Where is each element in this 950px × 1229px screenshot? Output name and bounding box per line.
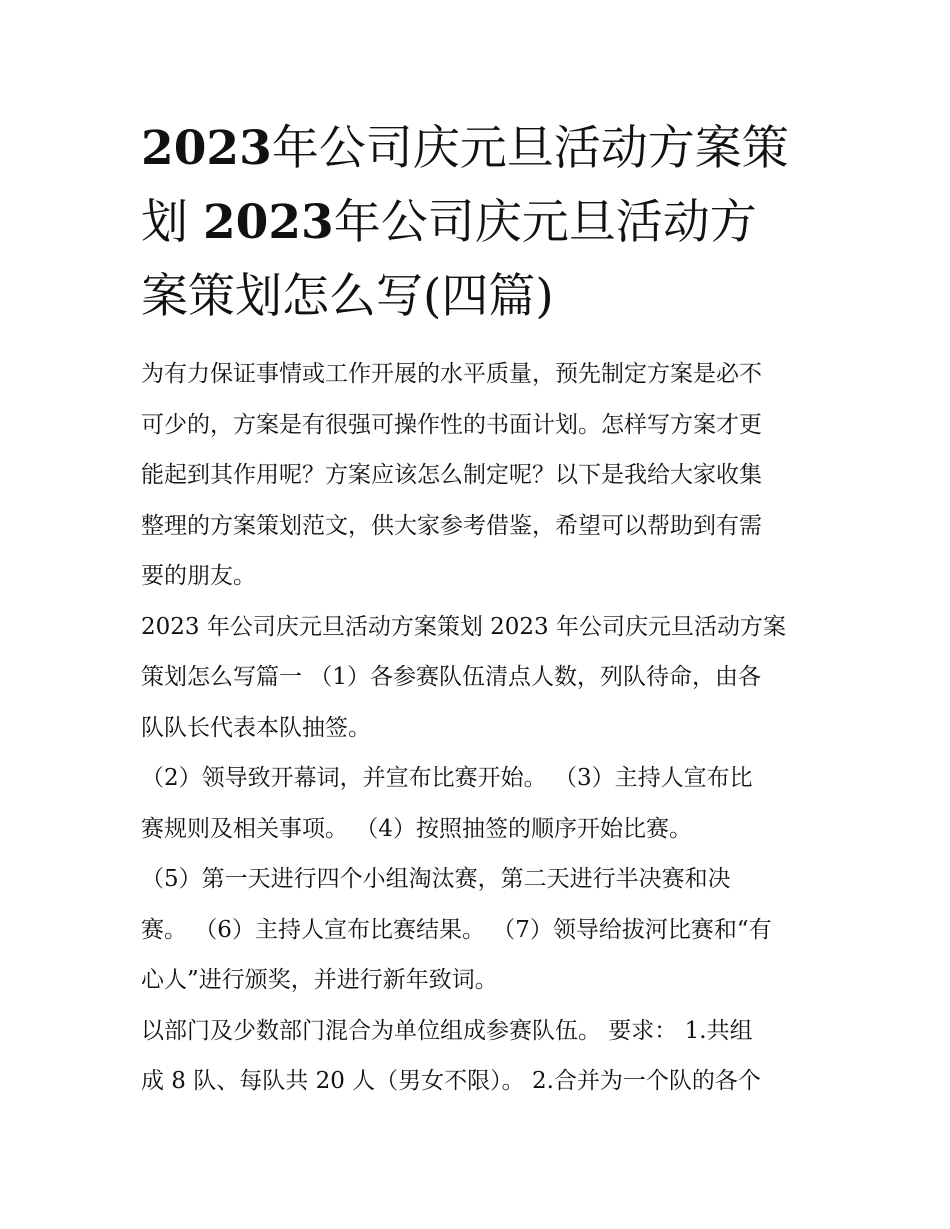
text-line: 2023 年公司庆元旦活动方案策划 2023 年公司庆元旦活动方案 xyxy=(141,613,786,640)
text-line: 整理的方案策划范文，供大家参考借鉴，希望可以帮助到有需 xyxy=(141,512,762,539)
title-year: 2023 xyxy=(141,121,272,176)
text-line: 以部门及少数部门混合为单位组成参赛队伍。 要求： 1.共组 xyxy=(141,1017,753,1044)
paragraph-section-heading xyxy=(141,602,817,754)
text-line: 策划怎么写篇一 （1）各参赛队伍清点人数，列队待命，由各 xyxy=(141,664,761,690)
title-line-1 xyxy=(141,112,817,186)
text-line: 赛规则及相关事项。 （4）按照抽签的顺序开始比赛。 xyxy=(141,815,692,842)
paragraph-steps-5-7 xyxy=(141,854,817,1006)
document-content xyxy=(141,112,817,1107)
text-line: （2）领导致开幕词，并宣布比赛开始。 （3）主持人宣布比 xyxy=(141,765,753,791)
text-line: 要的朋友。 xyxy=(141,563,256,589)
title-text: 划 xyxy=(141,195,203,250)
text-line: 心人”进行颁奖，并进行新年致词。 xyxy=(141,967,498,993)
document-title xyxy=(141,112,817,334)
title-text: 年公司庆元旦活动方 xyxy=(333,195,757,250)
text-line: （5）第一天进行四个小组淘汰赛，第二天进行半决赛和决 xyxy=(141,866,731,892)
text-line: 成 8 队、每队共 20 人（男女不限）。 2.合并为一个队的各个 xyxy=(141,1068,761,1094)
text-line: 队队长代表本队抽签。 xyxy=(141,714,371,741)
text-line: 可少的，方案是有很强可操作性的书面计划。怎样写方案才更 xyxy=(141,411,762,438)
text-line: 能起到其作用呢？方案应该怎么制定呢？以下是我给大家收集 xyxy=(141,462,762,488)
title-year: 2023 xyxy=(202,195,334,250)
title-text: 年公司庆元旦活动方案策 xyxy=(271,121,789,176)
title-line-3: 案策划怎么写(四篇) xyxy=(141,269,554,324)
paragraph-team-requirements xyxy=(141,1006,817,1107)
title-line-2 xyxy=(141,186,817,260)
paragraph-intro xyxy=(141,349,817,602)
text-line: 赛。 （6）主持人宣布比赛结果。 （7）领导给拔河比赛和“有 xyxy=(141,916,772,943)
paragraph-steps-2-4 xyxy=(141,753,817,854)
text-line: 为有力保证事情或工作开展的水平质量，预先制定方案是必不 xyxy=(141,361,762,387)
